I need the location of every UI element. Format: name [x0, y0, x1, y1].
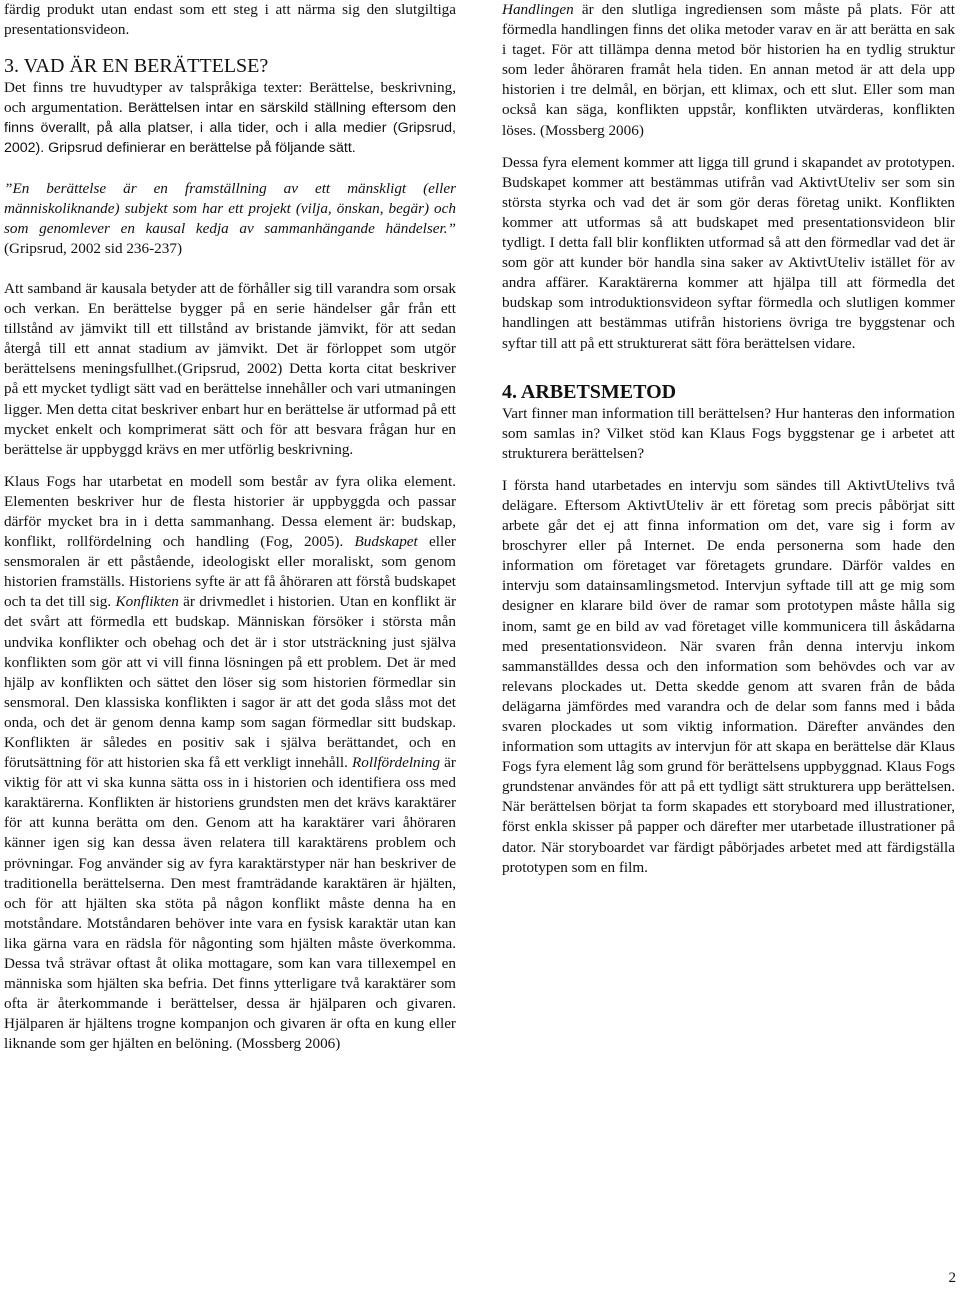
quote-text: ”En berättelse är en framställning av ett mänskligt (eller människoliknande) subjekt som har ett projekt (vilja, önskan, begär) och som genomlever en kausal kedja av sammanhängande händelser.”	[4, 179, 456, 237]
term-konflikten: Konflikten	[115, 593, 179, 611]
handlingen-text: är den slutliga ingrediensen som måste på plats. För att förmedla handlingen finns det olika metoder varav en är att berätta en sak i taget. För att tillämpa denna metod bör historien ha en tydlig struktur som leder åhöraren framåt hela tiden. En annan metod är att dela upp historien i tre delmål, en början, ett klimax, och ett slut. Eller som man också kan säga, konflikten uppstår, konflikten utvärderas, konflikten löses. (Mossberg 2006)	[502, 1, 955, 139]
paragraph-intro-end: färdig produkt utan endast som ett steg i att närma sig den slutgiltiga presentationsvideon.	[4, 1, 456, 39]
fog-model-text-b: eller sensmoralen är ett påstående, ideologiskt eller moraliskt, som genom historien framställs. Historiens syfte är att få åhöraren att förstå budskapet och ta det till sig.	[4, 533, 456, 611]
section-heading-3: 3. VAD ÄR EN BERÄTTELSE?	[4, 55, 269, 78]
paragraph-prototype-elements: Dessa fyra element kommer att ligga till grund i skapandet av prototypen. Budskapet kommer att bestämmas utifrån vad AktivtUteliv ser som sin största styrka och vad det är som gör deras företag unikt. Konflikten kommer att utformas så att budskapet med presentationsvideon blir tydligt. I detta fall blir konflikten utformad så att den förmedlar vad det är som gör att kunder bör handla sina saker av AktivtUteliv istället för av andra affärer. Karaktärerna kommer att hjälpa till att förmedla det budskap som introduktionsvideon syftar förmedla och slutligen kommer handlingen att bestämmas utifrån historiens övriga tre byggstenar och syftar till att på ett strukturerat sätt föra berättelsen vidare.	[502, 153, 955, 352]
term-rollfordelning: Rollfördelning	[352, 754, 441, 772]
paragraph-research-questions: Vart finner man information till berättelsen? Hur hanteras den information som samlas in? Vilket stöd kan Klaus Fogs byggstenar ge i arbetet att strukturera berättelsen?	[502, 404, 955, 462]
term-handlingen: Handlingen	[502, 1, 574, 18]
paragraph-interview-method: I första hand utarbetades en intervju som sändes till AktivtUtelivs två delägare. Eftersom AktivtUteliv är ett företag som precis påbörjat sitt arbete går det ej att finna information om det, vare sig i form av broschyrer eller på Internet. De enda personerna som hade den information om företaget var företagets grundare. Därför valdes en intervju som datainsamlingsmetod. Intervjun syftade till att ge mig som designer en klarare bild över de ramar som prototypen måste hålla sig inom, samt ge en bild av vad företaget ville kommunicera till åskådarna med presentationsvideon. När svaren från denna intervju inkom sammanställdes dessa och den information som behövdes och var av relevans plockades ut. Detta skedde genom att svaren från de båda delägarna jämfördes med varandra och de delar som fanns med i båda svaren plockades ut som viktig information. Därefter användes den information som uttagits av intervjun för att skapa en berättelse där Klaus Fogs fyra element låg som grund för berättelsens uppbyggnad. Klaus Fogs grundstenar användes för att på ett tydligt sätt strukturera upp berättelsen. När berättelsen börjat ta form skapades ett storyboard med illustrationer, först enkla skisser på papper och därefter mer utarbetade illustrationer på dator. När storyboardet var färdigt påbörjades arbetet med att färdigställa prototypen som en film.	[502, 476, 955, 876]
page-number: 2	[948, 1270, 956, 1286]
paragraph-text-types	[4, 78, 456, 158]
quote-reference: (Gripsrud, 2002 sid 236-237)	[4, 239, 183, 257]
section-heading-4: 4. ARBETSMETOD	[502, 380, 677, 403]
paragraph-handlingen	[502, 0, 955, 141]
paragraph-text-types-b: Berättelsen intar en särskild ställning eftersom den finns överallt, på alla platser, i alla tider, och i alla medier (Gripsrud, 2002). Gripsrud definierar en berättelse på följande sätt.	[4, 100, 456, 157]
fog-model-text-a: Klaus Fogs har utarbetat en modell som består av fyra olika element. Elementen beskriver hur de flesta historier är uppbyggda och passar därför mycket bra in i detta sammanhang. Dessa element är: budskap, konflikt, rollfördelning och handling (Fog, 2005).	[4, 472, 456, 551]
paragraph-fog-model	[4, 472, 456, 1055]
fog-model-text-c: är drivmedlet i historien. Utan en konflikt är det svårt att förmedla ett budskap. Människan försöker i största mån undvika konflikter och obehag och det är i stor utsträckning just själva konflikten som gör att vi vill finna lösningen på ett problem. Det är med hjälp av konflikten och sättet den löser sig som historien förmedlar sin sensmoral. Den klassiska konflikten i sagor är att det goda slåss mot det onda, och det är genom denna kamp som sagan förmedlar sitt budskap. Konflikten är således en positiv sak i själva berättandet, och en förutsättning för att historien ska få ett verkligt innehåll.	[4, 593, 456, 772]
paragraph-causality: Att samband är kausala betyder att de förhåller sig till varandra som orsak och verkan. En berättelse bygger på en serie händelser går från ett tillstånd av jämvikt till ett tillstånd av bristande jämvikt, för att sedan återgå till ett annat stadium av jämvikt. Det är förloppet som utgör berättelsens meningsfullhet.(Gripsrud, 2002) Detta korta citat beskriver på ett mycket tydligt sätt vad en berättelse innehåller och vari utmaningen ligger. Men detta citat beskriver enbart hur en berättelse är utformad på ett mycket enkelt och komprimerat sätt och för att besvara frågan hur en berättelse är uppbyggd krävs en mer utförlig beskrivning.	[4, 279, 456, 458]
term-budskapet: Budskapet	[354, 533, 418, 551]
right-column	[502, 0, 955, 878]
fog-model-text-d: är viktig för att vi ska kunna sätta oss in i historien och identifiera oss med karaktärerna. Konflikten är historiens grundsten men det krävs karaktärer för att kunna berätta om den. Genom att ha karaktärer vari åhöraren känner igen sig kan dessa även relatera till karaktärens problem och prövningar. Fog använder sig av fyra karaktärstyper när han beskriver de traditionella berättelserna. Den mest framträdande karaktären är hjälten, och för att hjälten ska stöta på någon konflikt måste denna ha en motståndare. Motståndaren behöver inte vara en fysisk karaktär utan kan lika gärna vara en rädsla för någonting som hjälten måste överkomma. Dessa två strävar oftast åt olika mottagare, som kan vara tillexempel en människa som hjälten ska befria. Det finns ytterligare två karaktärer som ofta är återkommande i berättelser, dessa är hjälparen och givaren. Hjälparen är hjältens trogne kompanjon och givaren är ofta en kung eller liknande som ger hjälten en belöning. (Mossberg 2006)	[4, 754, 456, 1053]
left-column	[4, 0, 456, 1055]
block-quote	[4, 179, 456, 259]
paragraph-text-types-a: Det finns tre huvudtyper av talspråkiga texter: Berättelse, beskrivning, och argumentation.	[4, 79, 456, 117]
